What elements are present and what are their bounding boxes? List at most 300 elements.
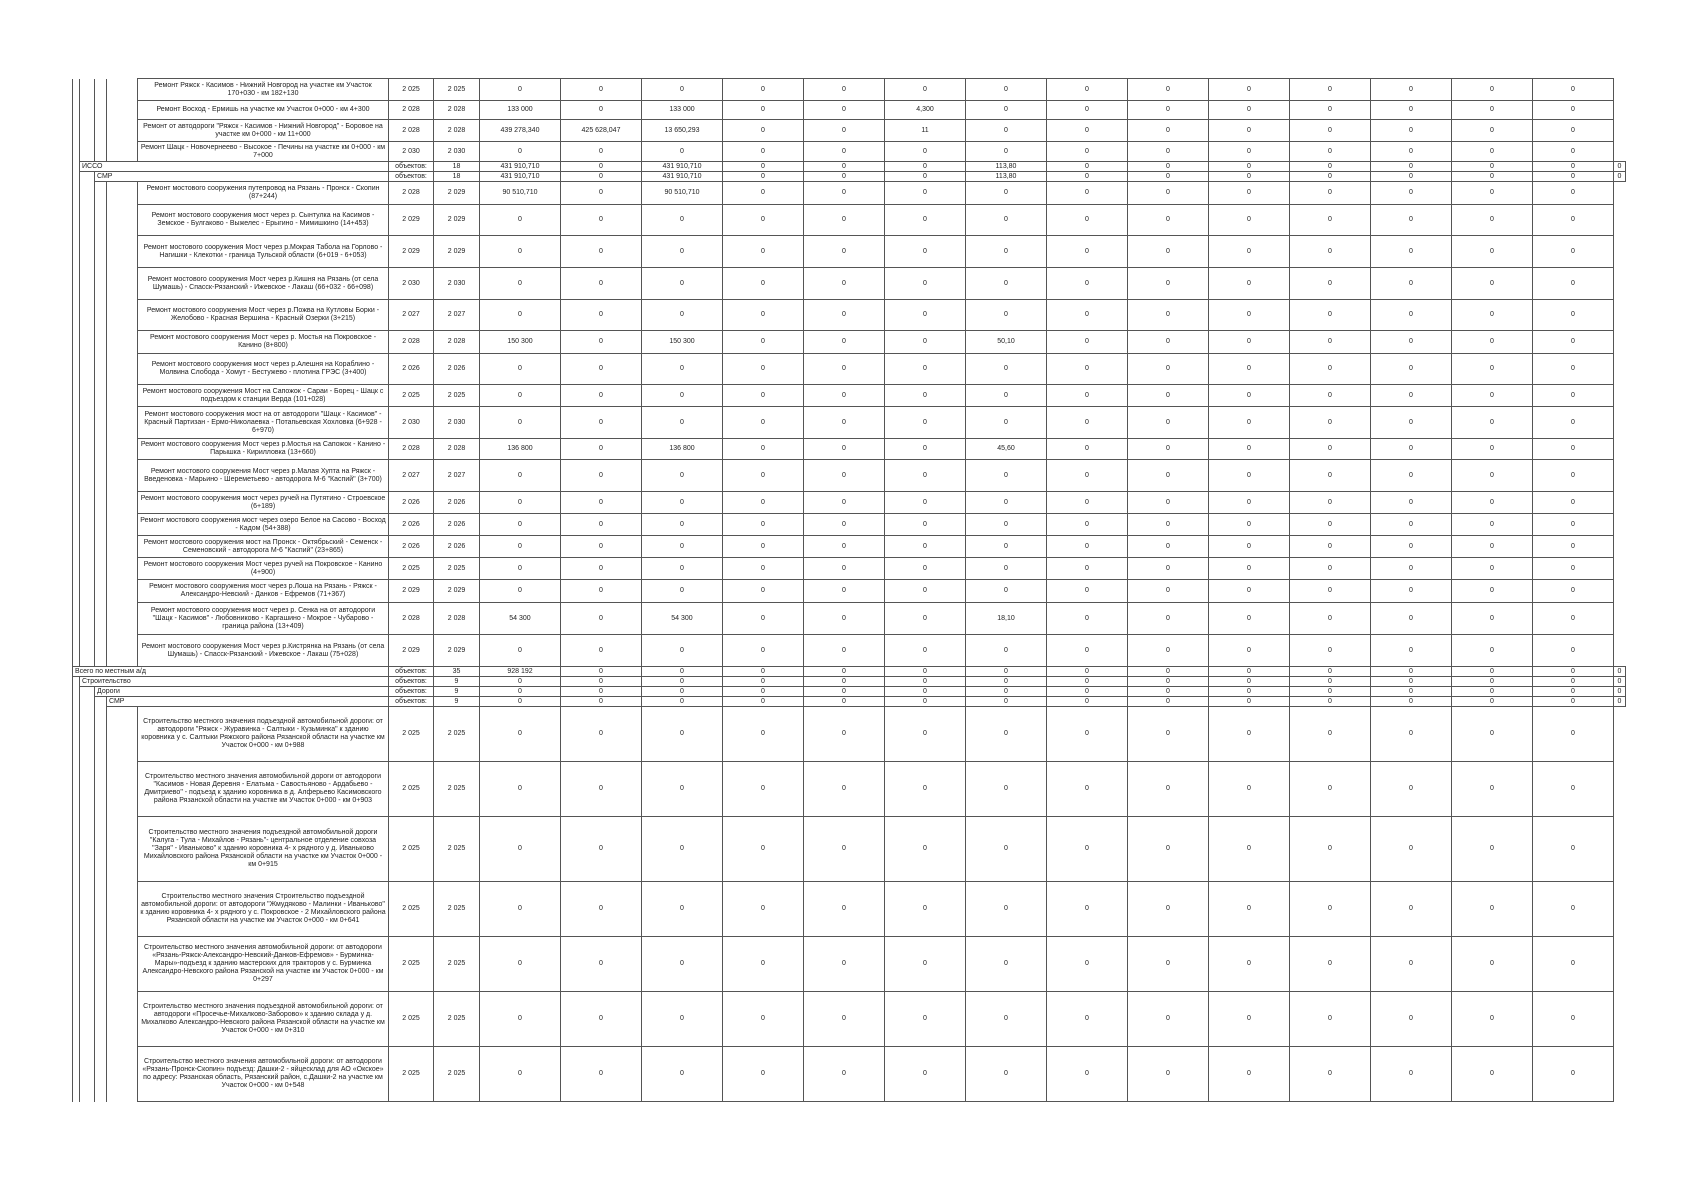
value-cell: 0 (885, 205, 966, 236)
value-cell: 0 (1290, 268, 1371, 300)
value-cell: 0 (1290, 677, 1371, 687)
value-cell: 0 (642, 882, 723, 937)
value-cell: 4,300 (885, 101, 966, 120)
value-cell: 9 (434, 677, 480, 687)
objects-label: объектов: (389, 697, 434, 707)
tree-gutter (80, 460, 95, 492)
value-cell: 18 (434, 162, 480, 172)
value-cell: 0 (1452, 1047, 1533, 1102)
value-cell: 0 (966, 937, 1047, 992)
value-cell: 0 (642, 687, 723, 697)
tree-gutter (80, 300, 95, 331)
tree-gutter (73, 236, 80, 268)
value-cell: 0 (1533, 385, 1614, 407)
year-start: 2 028 (389, 603, 434, 635)
value-cell: 0 (1290, 162, 1371, 172)
table-row (73, 992, 1626, 1047)
value-cell: 0 (723, 331, 804, 354)
value-cell: 0 (642, 492, 723, 514)
value-cell: 0 (1209, 558, 1290, 580)
tree-gutter (107, 236, 138, 268)
value-cell: 0 (1533, 205, 1614, 236)
value-cell: 0 (642, 300, 723, 331)
value-cell: 0 (480, 1047, 561, 1102)
value-cell: 136 800 (480, 439, 561, 460)
value-cell: 0 (1290, 514, 1371, 536)
value-cell: 0 (885, 172, 966, 182)
tree-gutter (107, 1047, 138, 1102)
value-cell: 0 (723, 268, 804, 300)
tree-gutter (80, 172, 95, 182)
value-cell: 0 (1290, 300, 1371, 331)
year-start: 2 025 (389, 707, 434, 762)
value-cell: 0 (1209, 667, 1290, 677)
value-cell: 0 (723, 536, 804, 558)
year-end: 2 026 (434, 354, 480, 385)
value-cell: 0 (804, 677, 885, 687)
objects-label: объектов: (389, 677, 434, 687)
tree-gutter (95, 992, 107, 1047)
value-cell: 0 (723, 1047, 804, 1102)
value-cell: 0 (1371, 162, 1452, 172)
tree-gutter (107, 536, 138, 558)
tree-gutter (95, 182, 107, 205)
value-cell: 0 (1533, 354, 1614, 385)
value-cell: 0 (1290, 142, 1371, 162)
tree-gutter (95, 79, 107, 101)
value-cell: 0 (966, 182, 1047, 205)
value-cell: 113,80 (966, 172, 1047, 182)
value-cell: 0 (885, 354, 966, 385)
value-cell: 0 (480, 407, 561, 439)
value-cell: 0 (1371, 817, 1452, 882)
value-cell: 0 (885, 603, 966, 635)
value-cell: 0 (1533, 407, 1614, 439)
value-cell: 0 (804, 162, 885, 172)
value-cell: 0 (885, 79, 966, 101)
value-cell: 0 (561, 236, 642, 268)
value-cell: 0 (1452, 120, 1533, 142)
value-cell: 0 (723, 558, 804, 580)
object-name: Ремонт Шацк - Новочернеево - Высокое - Печины на участке км 0+000 - км 7+000 (138, 142, 389, 162)
tree-gutter (80, 697, 95, 707)
value-cell: 0 (1371, 558, 1452, 580)
year-start: 2 025 (389, 558, 434, 580)
value-cell: 0 (966, 536, 1047, 558)
value-cell: 0 (1533, 882, 1614, 937)
value-cell: 0 (561, 101, 642, 120)
value-cell: 0 (966, 762, 1047, 817)
tree-gutter (95, 762, 107, 817)
value-cell: 0 (885, 558, 966, 580)
value-cell: 0 (1533, 101, 1614, 120)
value-cell: 0 (966, 79, 1047, 101)
year-start: 2 025 (389, 1047, 434, 1102)
value-cell: 0 (1452, 707, 1533, 762)
value-cell: 0 (1290, 603, 1371, 635)
value-cell: 0 (1209, 300, 1290, 331)
year-start: 2 028 (389, 120, 434, 142)
summary-row (73, 172, 1626, 182)
value-cell: 0 (1128, 817, 1209, 882)
value-cell: 0 (1533, 580, 1614, 603)
value-cell: 0 (804, 762, 885, 817)
value-cell: 0 (1452, 205, 1533, 236)
year-start: 2 030 (389, 142, 434, 162)
value-cell: 0 (1290, 182, 1371, 205)
tree-gutter (73, 536, 80, 558)
value-cell: 0 (723, 142, 804, 162)
value-cell: 0 (1047, 762, 1128, 817)
tree-gutter (95, 120, 107, 142)
year-end: 2 029 (434, 182, 480, 205)
value-cell: 0 (561, 407, 642, 439)
value-cell: 0 (480, 514, 561, 536)
value-cell: 0 (885, 182, 966, 205)
value-cell: 0 (561, 460, 642, 492)
value-cell: 0 (885, 937, 966, 992)
tree-gutter (73, 268, 80, 300)
value-cell: 0 (1452, 817, 1533, 882)
value-cell: 0 (561, 677, 642, 687)
year-start: 2 026 (389, 514, 434, 536)
value-cell: 0 (1533, 667, 1614, 677)
value-cell: 0 (804, 120, 885, 142)
value-cell: 0 (561, 635, 642, 667)
tree-gutter (95, 331, 107, 354)
tree-gutter (73, 882, 80, 937)
table-row (73, 514, 1626, 536)
tree-gutter (95, 697, 107, 707)
object-name: Строительство местного значения автомобильной дороги: от автодороги «Рязань-Ряжск-Александро-Невский-Данков-Ефремов» - Бурминка-Мары»-подъезд к зданию мастерских для тракторов у с. Бурминка Александро-Невского района Рязанской на участке км Участок 0+000 - км 0+297 (138, 937, 389, 992)
year-start: 2 026 (389, 492, 434, 514)
value-cell: 0 (804, 172, 885, 182)
value-cell: 0 (480, 992, 561, 1047)
tree-gutter (95, 385, 107, 407)
value-cell: 0 (1128, 580, 1209, 603)
object-name: Ремонт мостового сооружения мост через р.Алешня на Кораблино - Молвина Слобода - Хомут - Бестужево - плотина ГРЭС (3+400) (138, 354, 389, 385)
table-row (73, 300, 1626, 331)
value-cell: 0 (1533, 707, 1614, 762)
tree-gutter (73, 514, 80, 536)
value-cell: 0 (966, 268, 1047, 300)
value-cell: 0 (966, 236, 1047, 268)
value-cell: 0 (642, 536, 723, 558)
value-cell: 0 (1371, 882, 1452, 937)
value-cell: 0 (1452, 385, 1533, 407)
tree-gutter (80, 536, 95, 558)
value-cell: 0 (1209, 514, 1290, 536)
value-cell: 0 (723, 635, 804, 667)
value-cell: 0 (1047, 162, 1128, 172)
value-cell: 0 (480, 268, 561, 300)
value-cell: 0 (966, 492, 1047, 514)
value-cell: 0 (1371, 667, 1452, 677)
object-name: Ремонт мостового сооружения Мост на Сапожок - Сараи - Борец - Шацк с подъездом к станции Верда (101+028) (138, 385, 389, 407)
tree-gutter (95, 142, 107, 162)
value-cell: 50,10 (966, 331, 1047, 354)
value-cell: 0 (480, 492, 561, 514)
value-cell: 0 (642, 762, 723, 817)
value-cell: 0 (1047, 439, 1128, 460)
value-cell: 0 (1452, 667, 1533, 677)
value-cell: 0 (1533, 331, 1614, 354)
value-cell: 0 (885, 492, 966, 514)
object-name: Ремонт Ряжск - Касимов - Нижний Новгород на участке км Участок 170+030 - км 182+130 (138, 79, 389, 101)
table-row (73, 407, 1626, 439)
value-cell: 0 (1371, 603, 1452, 635)
value-cell: 0 (723, 354, 804, 385)
year-start: 2 025 (389, 817, 434, 882)
objects-label: объектов: (389, 667, 434, 677)
value-cell: 0 (1371, 331, 1452, 354)
value-cell: 0 (804, 514, 885, 536)
value-cell: 0 (1209, 580, 1290, 603)
value-cell: 0 (804, 331, 885, 354)
object-name: Ремонт мостового сооружения мост на от автодороги "Шацк - Касимов" - Красный Партизан - Ермо-Николаевка - Потапьевская Хохловка (6+928 - 6+970) (138, 407, 389, 439)
value-cell: 0 (1047, 205, 1128, 236)
value-cell: 0 (642, 677, 723, 687)
value-cell: 0 (885, 385, 966, 407)
year-start: 2 028 (389, 439, 434, 460)
tree-gutter (107, 385, 138, 407)
value-cell: 0 (1209, 182, 1290, 205)
tree-gutter (73, 120, 80, 142)
value-cell: 0 (561, 817, 642, 882)
year-end: 2 030 (434, 268, 480, 300)
value-cell: 0 (1452, 172, 1533, 182)
value-cell: 0 (966, 882, 1047, 937)
tree-gutter (80, 558, 95, 580)
value-cell: 0 (1371, 635, 1452, 667)
value-cell: 0 (1047, 697, 1128, 707)
value-cell: 0 (966, 580, 1047, 603)
value-cell: 0 (1209, 354, 1290, 385)
value-cell: 0 (1128, 172, 1209, 182)
tree-gutter (107, 182, 138, 205)
value-cell: 0 (480, 697, 561, 707)
value-cell: 0 (1290, 331, 1371, 354)
table-row (73, 331, 1626, 354)
value-cell: 0 (1290, 667, 1371, 677)
table-row (73, 205, 1626, 236)
tree-gutter (107, 79, 138, 101)
object-name: Ремонт мостового сооружения Мост через р.Малая Хупта на Ряжск - Введеновка - Марьино - Шереметьево - автодорога М-6 "Каспий" (3+700) (138, 460, 389, 492)
value-cell: 0 (1290, 236, 1371, 268)
year-end: 2 026 (434, 492, 480, 514)
value-cell: 0 (1452, 536, 1533, 558)
value-cell: 0 (1452, 992, 1533, 1047)
value-cell: 0 (1128, 205, 1209, 236)
object-name: Строительство местного значения подъездной автомобильной дороги: от автодороги "Ряжск - Журавинка - Салтыки - Кузьминка" к зданию коровника у с. Салтыки Ряжского района Рязанской области на участке км Участок 0+000 - км 0+988 (138, 707, 389, 762)
value-cell: 0 (1452, 331, 1533, 354)
value-cell: 0 (642, 707, 723, 762)
value-cell: 0 (1614, 172, 1626, 182)
value-cell: 0 (804, 635, 885, 667)
value-cell: 0 (1209, 992, 1290, 1047)
value-cell: 0 (642, 460, 723, 492)
tree-gutter (80, 1047, 95, 1102)
value-cell: 0 (885, 236, 966, 268)
group-label: Дороги (95, 687, 389, 697)
value-cell: 0 (1128, 407, 1209, 439)
value-cell: 0 (966, 558, 1047, 580)
value-cell: 0 (1371, 439, 1452, 460)
year-end: 2 028 (434, 120, 480, 142)
year-start: 2 027 (389, 460, 434, 492)
value-cell: 0 (804, 558, 885, 580)
value-cell: 0 (1371, 677, 1452, 687)
tree-gutter (80, 205, 95, 236)
value-cell: 0 (561, 882, 642, 937)
value-cell: 0 (480, 937, 561, 992)
year-start: 2 025 (389, 937, 434, 992)
value-cell: 0 (804, 300, 885, 331)
value-cell: 0 (1533, 937, 1614, 992)
value-cell: 0 (723, 407, 804, 439)
object-name: Ремонт мостового сооружения мост через ручей на Путятино - Строевское (6+189) (138, 492, 389, 514)
object-name: Строительство местного значения автомобильной дороги: от автодороги «Рязань-Пронск-Скопин» подъезд: Дашки-2 - яйцесклад для АО «Окское» по адресу: Рязанская область, Рязанский район, с.Дашки-2 на участке км Участок 0+000 - км 0+548 (138, 1047, 389, 1102)
tree-gutter (73, 687, 80, 697)
year-end: 2 025 (434, 707, 480, 762)
year-end: 2 025 (434, 79, 480, 101)
tree-gutter (95, 300, 107, 331)
value-cell: 133 000 (642, 101, 723, 120)
value-cell: 0 (1209, 635, 1290, 667)
value-cell: 0 (1047, 407, 1128, 439)
value-cell: 0 (1290, 558, 1371, 580)
value-cell: 0 (1290, 762, 1371, 817)
value-cell: 0 (1371, 492, 1452, 514)
value-cell: 133 000 (480, 101, 561, 120)
value-cell: 0 (1047, 236, 1128, 268)
value-cell: 431 910,710 (642, 172, 723, 182)
year-end: 2 028 (434, 331, 480, 354)
value-cell: 0 (1533, 603, 1614, 635)
value-cell: 0 (804, 536, 885, 558)
tree-gutter (95, 205, 107, 236)
table-row (73, 1047, 1626, 1102)
table-row (73, 101, 1626, 120)
object-name: Ремонт мостового сооружения мост через р. Сенка на от автодороги "Шацк - Касимов" - Любовниково - Каргашино - Мокрое - Чубарово - граница района (13+409) (138, 603, 389, 635)
year-end: 2 025 (434, 882, 480, 937)
value-cell: 0 (642, 407, 723, 439)
value-cell: 0 (804, 407, 885, 439)
value-cell: 0 (1128, 101, 1209, 120)
value-cell: 0 (1047, 937, 1128, 992)
value-cell: 0 (1047, 558, 1128, 580)
value-cell: 0 (1047, 460, 1128, 492)
value-cell: 0 (561, 172, 642, 182)
value-cell: 0 (1128, 707, 1209, 762)
value-cell: 0 (561, 1047, 642, 1102)
value-cell: 0 (1452, 439, 1533, 460)
value-cell: 0 (1047, 536, 1128, 558)
tree-gutter (80, 687, 95, 697)
year-start: 2 030 (389, 407, 434, 439)
value-cell: 0 (561, 667, 642, 677)
tree-gutter (95, 514, 107, 536)
tree-gutter (73, 677, 80, 687)
tree-gutter (95, 707, 107, 762)
value-cell: 0 (480, 558, 561, 580)
value-cell: 9 (434, 687, 480, 697)
value-cell: 0 (885, 268, 966, 300)
value-cell: 0 (642, 205, 723, 236)
value-cell: 0 (1452, 101, 1533, 120)
tree-gutter (80, 817, 95, 882)
tree-gutter (107, 439, 138, 460)
value-cell: 0 (1371, 205, 1452, 236)
value-cell: 0 (561, 762, 642, 817)
object-name: Ремонт мостового сооружения Мост через р.Кишня на Рязань (от села Шумашь) - Спасск-Рязанский - Ижевское - Лакаш (66+032 - 66+098) (138, 268, 389, 300)
value-cell: 0 (885, 707, 966, 762)
value-cell: 0 (1128, 492, 1209, 514)
value-cell: 0 (1047, 677, 1128, 687)
value-cell: 90 510,710 (480, 182, 561, 205)
value-cell: 0 (966, 460, 1047, 492)
value-cell: 0 (966, 635, 1047, 667)
value-cell: 0 (804, 492, 885, 514)
tree-gutter (107, 514, 138, 536)
tree-gutter (107, 762, 138, 817)
value-cell: 0 (804, 182, 885, 205)
value-cell: 0 (1128, 558, 1209, 580)
value-cell: 0 (1290, 882, 1371, 937)
object-name: Строительство местного значения автомобильной дороги от автодороги "Касимов - Новая Деревня - Елатьма - Савостьяново - Ардабьево - Дмитриево" - подъезд к зданию коровника в д. Алферьево Касимовского района Рязанской области на участке км Участок 0+000 - км 0+903 (138, 762, 389, 817)
value-cell: 0 (561, 937, 642, 992)
value-cell: 0 (966, 101, 1047, 120)
value-cell: 0 (1533, 514, 1614, 536)
tree-gutter (80, 101, 95, 120)
tree-gutter (73, 697, 80, 707)
value-cell: 0 (966, 817, 1047, 882)
tree-gutter (73, 79, 80, 101)
tree-gutter (73, 300, 80, 331)
year-end: 2 029 (434, 236, 480, 268)
value-cell: 0 (1209, 677, 1290, 687)
value-cell: 0 (804, 354, 885, 385)
tree-gutter (80, 635, 95, 667)
year-start: 2 029 (389, 635, 434, 667)
value-cell: 0 (1047, 1047, 1128, 1102)
table-row (73, 635, 1626, 667)
value-cell: 0 (966, 707, 1047, 762)
value-cell: 0 (1128, 882, 1209, 937)
group-label: Всего по местным а/д (73, 667, 389, 677)
value-cell: 0 (723, 697, 804, 707)
value-cell: 0 (1614, 667, 1626, 677)
value-cell: 0 (966, 407, 1047, 439)
value-cell: 0 (1128, 439, 1209, 460)
value-cell: 0 (1047, 635, 1128, 667)
tree-gutter (73, 331, 80, 354)
value-cell: 0 (1209, 492, 1290, 514)
value-cell: 0 (561, 580, 642, 603)
value-cell: 0 (1047, 992, 1128, 1047)
value-cell: 0 (642, 385, 723, 407)
value-cell: 54 300 (642, 603, 723, 635)
tree-gutter (95, 354, 107, 385)
value-cell: 0 (1128, 385, 1209, 407)
value-cell: 0 (1371, 992, 1452, 1047)
tree-gutter (80, 331, 95, 354)
value-cell: 0 (1533, 182, 1614, 205)
table-row (73, 536, 1626, 558)
year-start: 2 025 (389, 762, 434, 817)
value-cell: 0 (561, 558, 642, 580)
value-cell: 0 (1047, 101, 1128, 120)
